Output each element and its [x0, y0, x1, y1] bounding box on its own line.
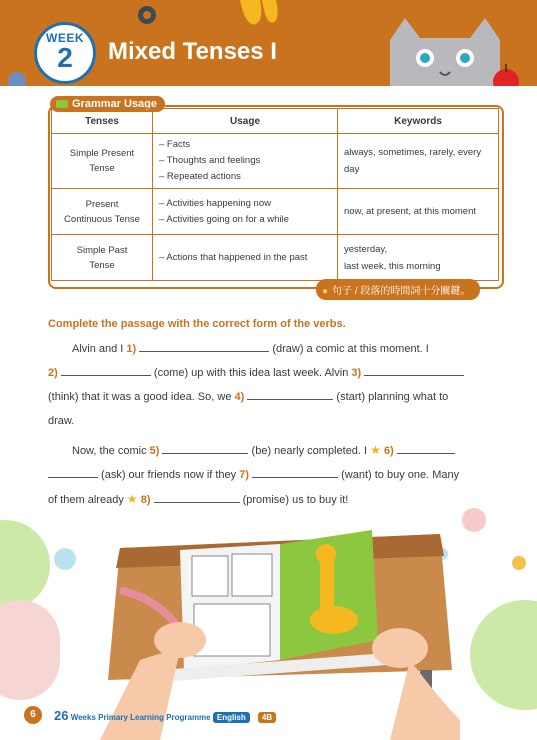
passage-text: of them already	[48, 494, 127, 506]
usage-cell	[153, 235, 338, 281]
desk-book-illustration	[100, 520, 460, 740]
usage-text: – Thoughts and feelings	[159, 155, 261, 166]
tense-text: Tense	[89, 163, 115, 174]
keywords-cell	[338, 134, 499, 189]
exercise-instruction: Complete the passage with the correct form of the verbs.	[48, 318, 346, 330]
passage-text: (ask) our friends now if they	[98, 469, 240, 481]
subject-badge: English	[213, 712, 250, 723]
gear-icon	[134, 2, 160, 28]
answer-blank-6[interactable]	[397, 442, 455, 454]
decorative-circle	[0, 520, 50, 610]
tense-text: Simple Past	[76, 244, 128, 256]
passage-text: Now, the comic	[72, 445, 150, 457]
answer-blank-4[interactable]	[247, 388, 333, 400]
keywords-text: now, at present, at this moment	[344, 206, 477, 217]
star-icon: ★	[126, 492, 138, 506]
decorative-circle	[0, 600, 60, 700]
blank-number: 8)	[140, 494, 151, 506]
passage-text: draw.	[48, 415, 75, 427]
tense-cell	[52, 189, 153, 235]
usage-text: – Actions that happened in the past	[159, 251, 308, 263]
tense-cell	[52, 134, 153, 189]
column-header-tenses: Tenses	[52, 109, 153, 134]
decorative-circle	[470, 600, 537, 710]
keywords-text: always, sometimes, rarely, every	[344, 147, 482, 158]
giraffe-ears-illustration	[236, 0, 280, 30]
book-icon	[56, 100, 68, 108]
blank-number: 5)	[149, 445, 160, 457]
answer-blank-6-continued[interactable]	[48, 466, 98, 478]
column-header-usage: Usage	[153, 109, 338, 134]
passage-text: (draw) a comic at this moment. I	[269, 343, 429, 355]
usage-text: – Activities going on for a while	[159, 213, 289, 225]
table-header-row	[52, 109, 499, 134]
grammar-table	[51, 108, 499, 281]
keywords-text: yesterday,	[344, 243, 388, 255]
page-title: Mixed Tenses I	[108, 38, 277, 65]
passage-paragraph-1	[48, 337, 498, 433]
usage-text: – Repeated actions	[159, 171, 241, 182]
passage-text: (come) up with this idea last week. Alvin	[150, 367, 352, 379]
answer-blank-7[interactable]	[252, 466, 338, 478]
tense-text: Continuous Tense	[64, 213, 140, 225]
tense-text: Simple Present	[69, 148, 135, 159]
answer-blank-5[interactable]	[162, 442, 248, 454]
answer-blank-8[interactable]	[154, 491, 240, 503]
blank-number: 4)	[234, 391, 245, 403]
blank-number: 2)	[48, 367, 58, 379]
blank-number: 3)	[351, 367, 362, 379]
tense-cell	[52, 235, 153, 281]
star-icon: ★	[370, 443, 381, 457]
blank-number: 7)	[239, 469, 250, 481]
usage-text: – Activities happening now	[159, 197, 271, 209]
week-number: 2	[57, 42, 73, 73]
tip-text: 句子 / 段落的時間詞十分關鍵。	[332, 286, 471, 297]
header-wave	[0, 86, 537, 92]
tense-text: Tense	[89, 259, 115, 271]
decorative-circle	[54, 548, 76, 570]
usage-text: – Facts	[159, 139, 191, 150]
table-row	[52, 235, 499, 281]
table-row	[52, 189, 499, 235]
passage-text: (promise) us to buy it!	[239, 494, 349, 506]
keywords-text: day	[344, 164, 360, 175]
answer-blank-1[interactable]	[139, 340, 269, 352]
week-label: WEEK	[46, 31, 84, 45]
passage-text: Alvin and I	[72, 343, 127, 355]
decorative-circle	[512, 556, 526, 570]
column-header-keywords: Keywords	[338, 109, 499, 134]
passage-text: (want) to buy one. Many	[338, 469, 460, 481]
blank-number: 1)	[126, 343, 137, 355]
tip-bubble	[316, 279, 480, 300]
keywords-text: last week, this morning	[344, 260, 441, 272]
week-badge	[34, 22, 96, 84]
passage-text: (start) planning what to	[333, 391, 449, 403]
brand-text: Weeks Primary Learning Programme	[70, 713, 211, 722]
usage-cell	[153, 134, 338, 189]
brand-number: 26	[54, 708, 69, 723]
passage-text: (think) that it was a good idea. So, we	[48, 391, 235, 403]
passage-text: (be) nearly completed. I	[248, 445, 371, 457]
usage-cell	[153, 189, 338, 235]
table-row	[52, 134, 499, 189]
keywords-cell	[338, 189, 499, 235]
page-number: 6	[24, 706, 42, 724]
footer-brand	[54, 708, 276, 723]
blank-number: 6)	[383, 445, 394, 457]
lightbulb-icon: ●	[322, 286, 329, 297]
answer-blank-2[interactable]	[61, 364, 151, 376]
keywords-cell	[338, 235, 499, 281]
answer-blank-3[interactable]	[364, 364, 464, 376]
level-badge: 4B	[258, 712, 276, 723]
passage-paragraph-2	[48, 438, 498, 512]
tense-text: Present	[85, 198, 119, 210]
grammar-usage-label: Grammar Usage	[72, 98, 157, 110]
